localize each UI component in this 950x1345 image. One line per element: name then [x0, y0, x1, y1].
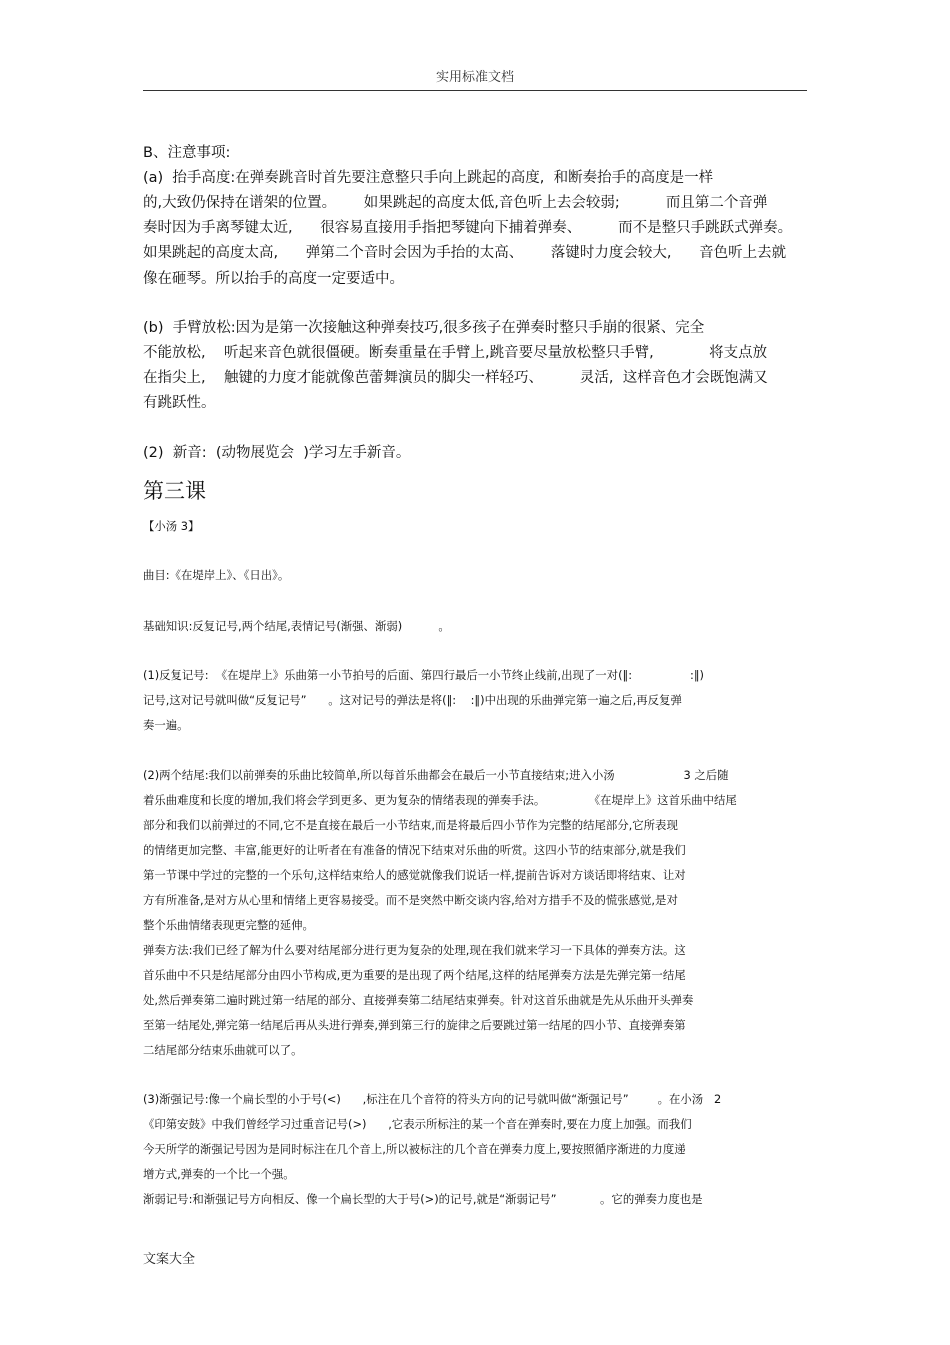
header-rule — [143, 90, 807, 91]
crescendo-line: 今天所学的渐强记号因为是同时标注在几个音上,所以被标注的几个音在弹奏力度上,要按照循序渐进的力度递 — [143, 1142, 686, 1156]
repeat-sign-line: (1)反复记号: 《在堤岸上》乐曲第一小节拍号的后面、第四行最后一小节终止线前,出现了一对(‖: :‖) — [143, 668, 704, 682]
pieces-line: 曲目:《在堤岸上》、《日出》。 — [143, 568, 290, 582]
method-line: 至第一结尾处,弹完第一结尾后再从头进行弹奏,弹到第三行的旋律之后要跳过第一结尾的四小节、直接弹奏第 — [143, 1018, 686, 1032]
item-a-line: 像在砸琴。所以抬手的高度一定要适中。 — [143, 271, 404, 287]
two-endings-line: 方有所准备,是对方从心里和情绪上更容易接受。而不是突然中断交谈内容,给对方措手不及的慌张感觉,是对 — [143, 893, 678, 907]
repeat-sign-line: 奏一遍。 — [143, 718, 189, 732]
item-a-line: 奏时因为手离琴键太近, 很容易直接用手指把琴键向下捕着弹奏、 而不是整只手跳跃式弹奏。 — [143, 220, 793, 236]
crescendo-line: (3)渐强记号:像一个扁长型的小于号(<) ,标注在几个音符的符头方向的记号就叫做“渐强记号” 。在小汤 2 — [143, 1092, 722, 1106]
item-b-line: 在指尖上, 触键的力度才能就像芭蕾舞演员的脚尖一样轻巧、 灵活, 这样音色才会既饱满又 — [143, 370, 768, 386]
page-footer: 文案大全 — [143, 1252, 196, 1267]
crescendo-line: 增方式,弹奏的一个比一个强。 — [143, 1167, 295, 1181]
crescendo-line: 《印第安鼓》中我们曾经学习过重音记号(>) ,它表示所标注的某一个音在弹奏时,要在力度上加强。而我们 — [143, 1117, 692, 1131]
two-endings-line: (2)两个结尾:我们以前弹奏的乐曲比较简单,所以每首乐曲都会在最后一小节直接结束;进入小汤 3 之后随 — [143, 768, 729, 782]
method-line: 二结尾部分结束乐曲就可以了。 — [143, 1043, 303, 1057]
basics-line: 基础知识:反复记号,两个结尾,表情记号(渐强、渐弱) 。 — [143, 619, 450, 633]
two-endings-line: 部分和我们以前弹过的不同,它不是直接在最后一小节结束,而是将最后四小节作为完整的结尾部分,它所表现 — [143, 818, 678, 832]
section-b-heading: B、注意事项: — [143, 145, 231, 161]
item-b-line: 有跳跃性。 — [143, 395, 216, 411]
two-endings-line: 的情绪更加完整、丰富,能更好的让听者在有准备的情况下结束对乐曲的听赏。这四小节的结束部分,就是我们 — [143, 843, 686, 857]
repeat-sign-line: 记号,这对记号就叫做“反复记号” 。这对记号的弹法是将(‖: :‖)中出现的乐曲弹完第一遍之后,再反复弹 — [143, 693, 682, 707]
two-endings-line: 着乐曲难度和长度的增加,我们将会学到更多、更为复杂的情绪表现的弹奏手法。 《在堤岸上》这首乐曲中结尾 — [143, 793, 737, 807]
item-a-line: 的,大致仍保持在谱架的位置。 如果跳起的高度太低,音色听上去会较弱; 而且第二个音弹 — [143, 195, 768, 211]
method-line: 首乐曲中不只是结尾部分由四小节构成,更为重要的是出现了两个结尾,这样的结尾弹奏方法是先弹完第一结尾 — [143, 968, 686, 982]
two-endings-line: 第一节课中学过的完整的一个乐句,这样结束给人的感觉就像我们说话一样,提前告诉对方谈话即将结束、让对 — [143, 868, 686, 882]
decrescendo-line: 渐弱记号:和渐强记号方向相反、像一个扁长型的大于号(>)的记号,就是“渐弱记号” 。它的弹奏力度也是 — [143, 1192, 703, 1206]
item-a-line: (a) 抬手高度:在弹奏跳音时首先要注意整只手向上跳起的高度, 和断奏抬手的高度是一样 — [143, 170, 714, 186]
item-b-line: 不能放松, 听起来音色就很僵硬。断奏重量在手臂上,跳音要尽量放松整只手臂, 将支点放 — [143, 345, 768, 361]
method-line: 弹奏方法:我们已经了解为什么要对结尾部分进行更为复杂的处理,现在我们就来学习一下具体的弹奏方法。这 — [143, 943, 686, 957]
item-b-line: (b) 手臂放松:因为是第一次接触这种弹奏技巧,很多孩子在弹奏时整只手崩的很紧、完全 — [143, 320, 705, 336]
new-note-line: (2) 新音: (动物展览会 )学习左手新音。 — [143, 445, 411, 461]
page-header: 实用标准文档 — [435, 70, 514, 85]
two-endings-line: 整个乐曲情绪表现更完整的延伸。 — [143, 918, 314, 932]
lesson-tag: 【小汤 3】 — [143, 519, 200, 533]
lesson-title: 第三课 — [143, 479, 206, 503]
method-line: 处,然后弹奏第二遍时跳过第一结尾的部分、直接弹奏第二结尾结束弹奏。针对这首乐曲就是先从乐曲开头弹奏 — [143, 993, 694, 1007]
item-a-line: 如果跳起的高度太高, 弹第二个音时会因为手抬的太高、 落键时力度会较大, 音色听上去就 — [143, 245, 787, 261]
